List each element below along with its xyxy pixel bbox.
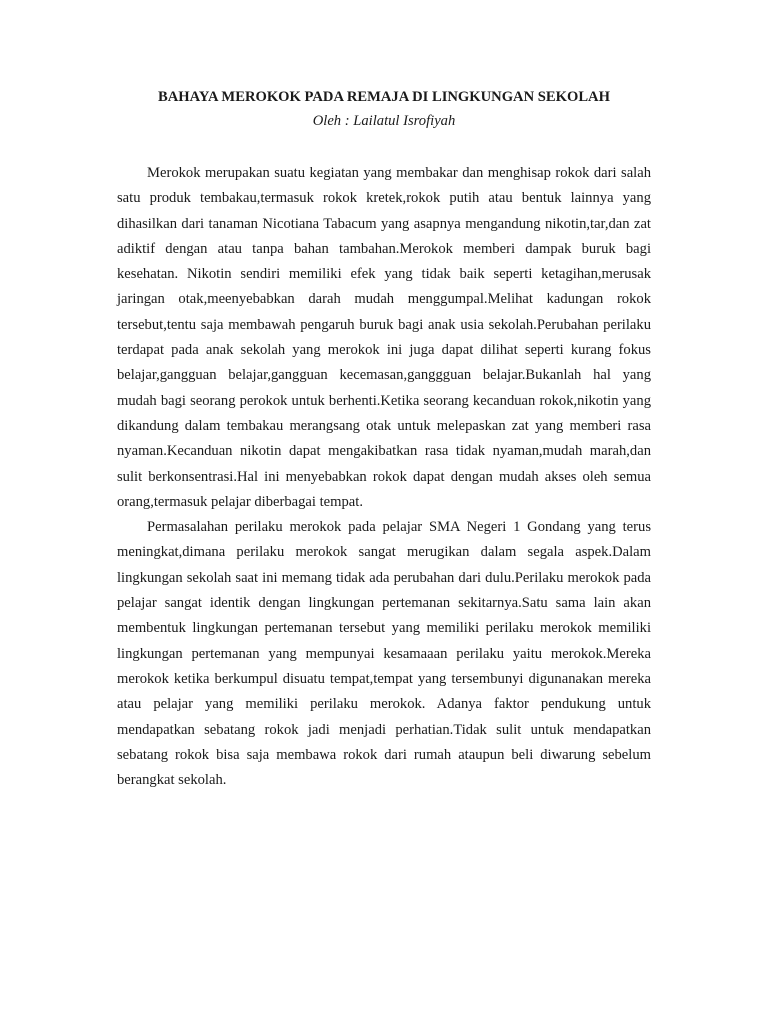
document-title: BAHAYA MEROKOK PADA REMAJA DI LINGKUNGAN SEKOLAH bbox=[158, 89, 610, 105]
author-line: Oleh : Lailatul Isrofiyah bbox=[312, 113, 456, 129]
paragraph-2: Permasalahan perilaku merokok pada pelajar SMA Negeri 1 Gondang yang terus meningkat,dimana perilaku merokok sangat merugikan dalam segala aspek.Dalam lingkungan sekolah saat ini memang tidak ada perubahan dari dulu.Perilaku merokok pada pelajar sangat identik dengan lingkungan pertemanan sekitarnya.Satu sama lain akan membentuk lingkungan pertemanan tersebut yang memiliki perilaku merokok memiliki lingkungan pertemanan yang mempunyai kesamaaan perilaku yaitu merokok.Mereka merokok ketika berkumpul disuatu tempat,tempat yang tersembunyi digunanakan mereka atau pelajar yang memiliki perilaku merokok. Adanya faktor pendukung untuk mendapatkan sebatang rokok jadi menjadi perhatian.Tidak sulit untuk mendapatkan sebatang rokok bisa saja membawa rokok dari rumah ataupun beli diwarung sebelum berangkat sekolah. bbox=[117, 519, 651, 789]
document-body bbox=[117, 161, 651, 793]
paragraph-1: Merokok merupakan suatu kegiatan yang membakar dan menghisap rokok dari salah satu produk tembakau,termasuk rokok kretek,rokok putih atau bentuk lainnya yang dihasilkan dari tanaman Nicotiana Tabacum yang asapnya mengandung nikotin,tar,dan zat adiktif dengan atau tanpa bahan tambahan.Merokok memberi dampak buruk bagi kesehatan. Nikotin sendiri memiliki efek yang tidak baik seperti ketagihan,merusak jaringan otak,meenyebabkan darah mudah menggumpal.Melihat kadungan rokok tersebut,tentu saja membawah pengaruh buruk bagi anak usia sekolah.Perubahan perilaku terdapat pada anak sekolah yang merokok ini juga dapat dilihat seperti kurang fokus belajar,gangguan belajar,gangguan kecemasan,ganggguan belajar.Bukanlah hal yang mudah bagi seorang perokok untuk berhenti.Ketika seorang kecanduan rokok,nikotin yang dikandung dalam tembakau merangsang otak untuk melepaskan zat yang memberi rasa nyaman.Kecanduan nikotin dapat mengakibatkan rasa tidak nyaman,mudah marah,dan sulit berkonsentrasi.Hal ini menyebabkan rokok dapat dengan mudah akses oleh semua orang,termasuk pelajar diberbagai tempat. bbox=[117, 165, 651, 510]
